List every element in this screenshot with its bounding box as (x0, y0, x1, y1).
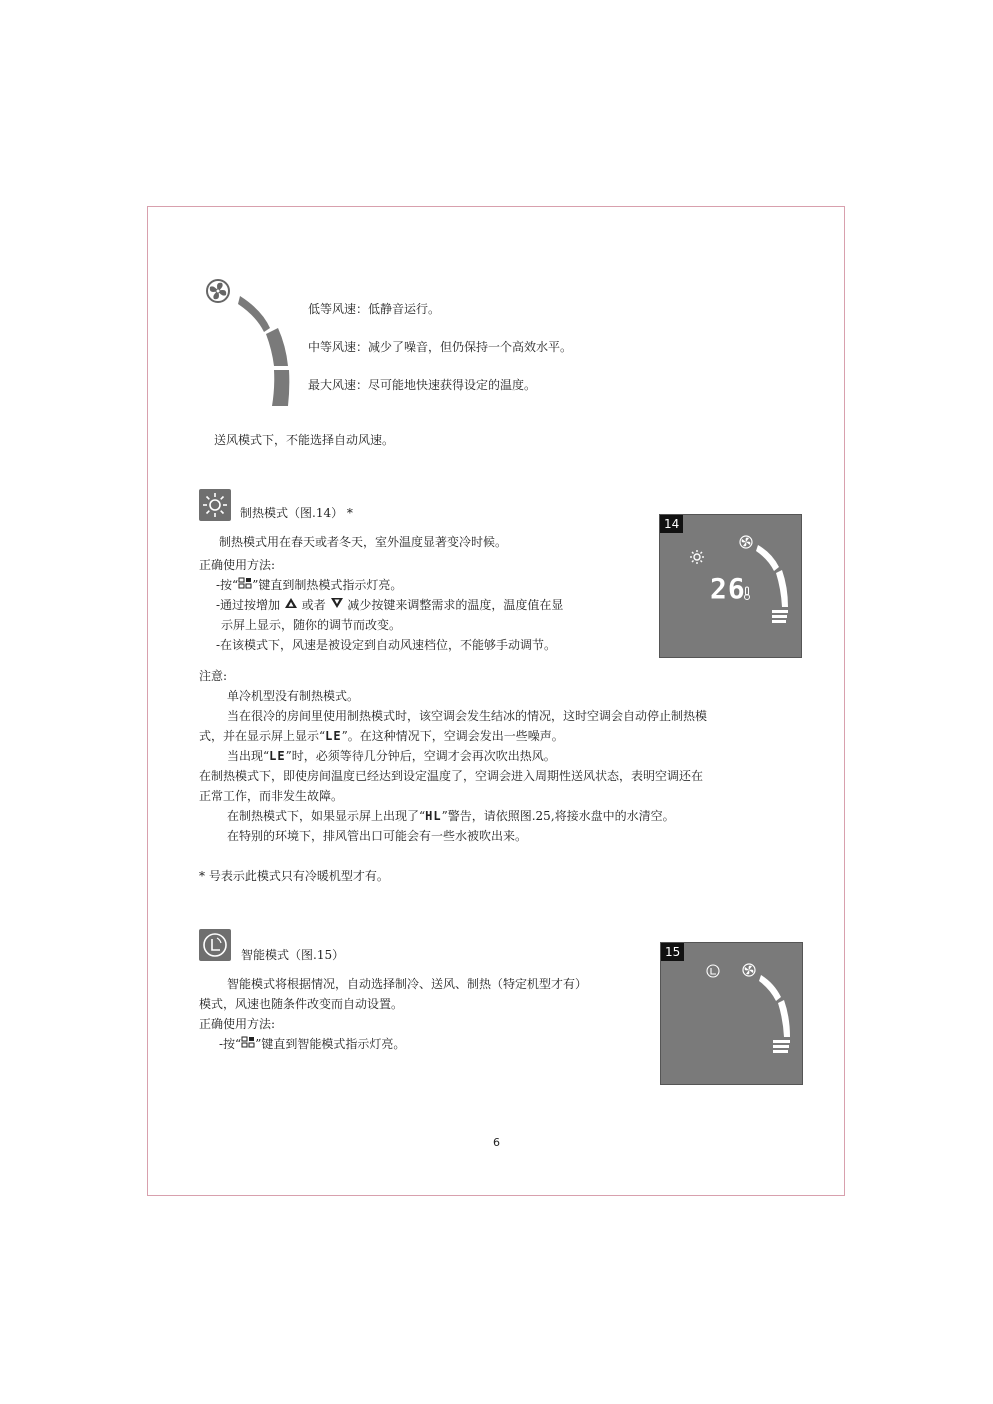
heat-step-3: -在该模式下，风速是被设定到自动风速档位，不能够手动调节。 (216, 638, 557, 652)
note-line-7: 在制热模式下，如果显示屏上出现了“HL”警告，请依照图.25,将接水盘中的水清空。 (227, 809, 675, 823)
panel-fan-icon (740, 536, 752, 548)
smart-step-1: -按“ ”键直到智能模式指示灯亮。 (219, 1037, 406, 1051)
smart-mode-icon (199, 929, 231, 961)
note-line-6: 正常工作，而非发生故障。 (199, 789, 344, 803)
panel-smart-icon (707, 965, 719, 977)
lt-code-2: LE (269, 749, 286, 763)
figure-15-panel (660, 942, 803, 1085)
heat-step-1: -按“ ”键直到制热模式指示灯亮。 (216, 578, 403, 592)
note-line-1: 单冷机型没有制热模式。 (227, 689, 360, 703)
fan-speed-medium: 中等风速：减少了噪音，但仍保持一个高效水平。 (308, 340, 573, 354)
note-line-5: 在制热模式下，即使房间温度已经达到设定温度了，空调会进入周期性送风状态，表明空调还在 (199, 769, 704, 783)
heat-mode-title: 制热模式（图.14） * (240, 506, 353, 520)
panel-fan-icon (743, 964, 755, 976)
page-number: 6 (493, 1136, 500, 1149)
down-arrow-icon (330, 597, 344, 609)
panel-speed-bars (756, 545, 788, 623)
smart-line-2: 模式，风速也随条件改变而自动设置。 (199, 997, 404, 1011)
fan-speed-max: 最大风速：尽可能地快速获得设定的温度。 (308, 378, 537, 392)
panel-speed-bars (759, 975, 790, 1053)
speed-bar-medium (266, 328, 288, 366)
note-line-2: 当在很冷的房间里使用制热模式时，该空调会发生结冰的情况，这时空调会自动停止制热模 (227, 709, 708, 723)
fan-speed-low: 低等风速：低静音运行。 (308, 302, 441, 316)
heat-step-2-cont: 示屏上显示，随你的调节而改变。 (221, 618, 402, 632)
figure-15-number: 15 (661, 943, 684, 961)
note-line-8: 在特别的环境下，排风管出口可能会有一些水被吹出来。 (227, 829, 528, 843)
fan-icon (207, 280, 229, 302)
heat-step-2: -通过按增加 或者 减少按键来调整需求的温度，温度值在显 (216, 598, 564, 612)
mode-button-icon (238, 577, 252, 589)
speed-bar-low (238, 296, 270, 332)
display-temperature: 26 (710, 572, 746, 605)
speed-bar-high (272, 370, 289, 406)
figure-14-number: 14 (660, 515, 683, 533)
fan-mode-note: 送风模式下，不能选择自动风速。 (214, 433, 395, 447)
up-arrow-icon (284, 597, 298, 609)
lt-code: LE (325, 729, 342, 743)
notes-title: 注意: (199, 669, 228, 683)
note-line-4: 当出现“LE”时，必须等待几分钟后，空调才会再次吹出热风。 (227, 749, 556, 763)
mode-button-icon (241, 1036, 255, 1048)
fan-speed-indicator (200, 276, 300, 416)
hl-code: HL (425, 809, 442, 823)
sun-icon (690, 550, 704, 564)
smart-usage-title: 正确使用方法: (199, 1017, 276, 1031)
smart-line-1: 智能模式将根据情况，自动选择制冷、送风、制热（特定机型才有） (227, 977, 588, 991)
asterisk-note: * 号表示此模式只有冷暖机型才有。 (199, 869, 389, 883)
note-line-3: 式，并在显示屏上显示“LE”。在这种情况下，空调会发出一些噪声。 (199, 729, 564, 743)
figure-14-panel (659, 514, 802, 658)
heat-mode-intro: 制热模式用在春天或者冬天，室外温度显著变冷时候。 (219, 535, 508, 549)
smart-mode-title: 智能模式（图.15） (241, 948, 345, 962)
heat-usage-title: 正确使用方法: (199, 558, 276, 572)
heat-mode-icon (199, 489, 231, 521)
